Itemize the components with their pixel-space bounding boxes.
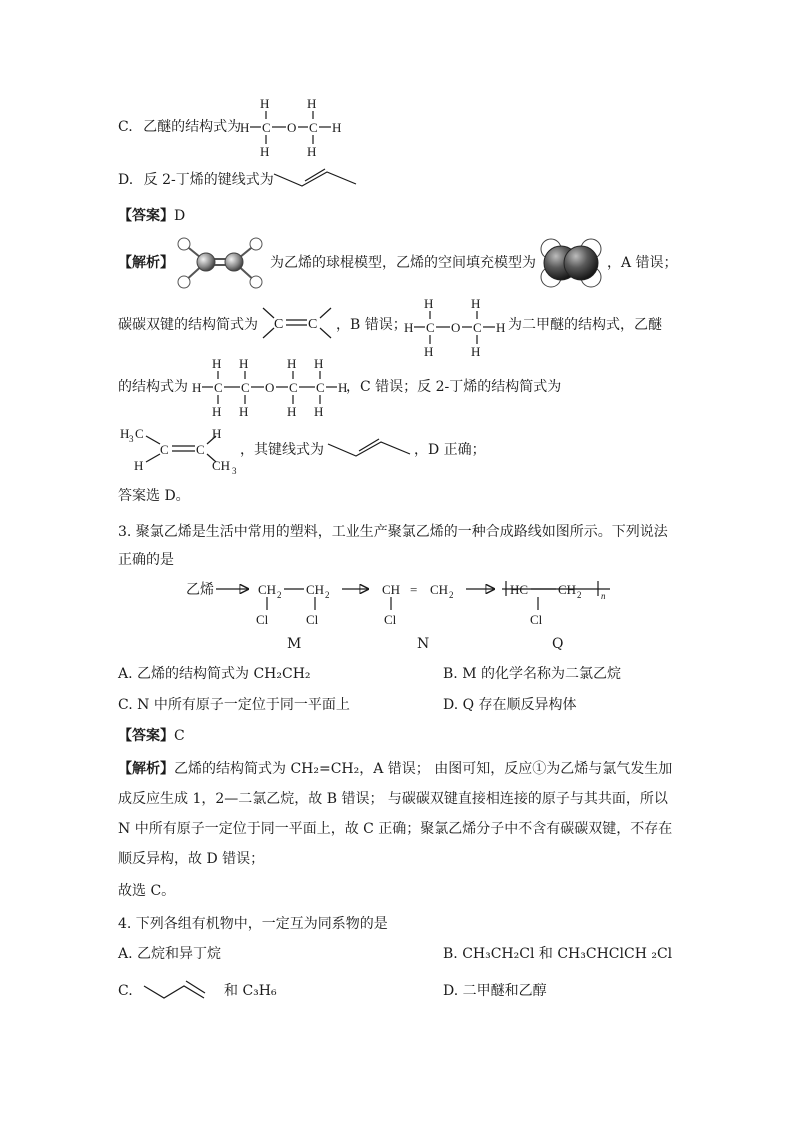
carbon-double-bond-structure <box>260 302 334 342</box>
svg-text:C: C <box>289 380 298 395</box>
svg-text:=: = <box>410 582 418 597</box>
q2-analysis-text-2: ，A 错误； <box>607 255 678 271</box>
svg-text:H: H <box>240 120 250 135</box>
answer-value: D <box>174 208 186 224</box>
svg-text:H: H <box>212 426 222 441</box>
option-label: D. <box>118 172 134 188</box>
svg-text:O: O <box>287 120 297 135</box>
1-butene-skeletal <box>142 980 208 1002</box>
svg-text:H: H <box>424 344 434 359</box>
ethylene-ball-stick-model <box>172 236 270 290</box>
q4-option-d: D. 二甲醚和乙醇 <box>443 983 547 999</box>
q3-option-d: D. Q 存在顺反异构体 <box>443 697 577 713</box>
svg-text:H: H <box>471 344 481 359</box>
svg-text:H: H <box>120 426 130 441</box>
svg-text:H: H <box>134 458 144 473</box>
q2-analysis-text-7: ，C 错误；反 2-丁烯的结构简式为 <box>346 379 562 395</box>
ethylene-space-filling-model <box>537 237 605 289</box>
q2-option-d <box>118 173 274 187</box>
svg-text:H: H <box>314 404 324 419</box>
analysis-text: 乙烯的结构简式为 CH₂=CH₂，A 错误； 由图可知，反应①为乙烯与氯气发生加成反应生成 1，2—二氯乙烷，故 B 错误； 与碳碳双键直接相连接的原子与其共面，所以 N 中所有原子一定位于同一平面上，故 C 正确；聚氯乙烯分子中不含有碳碳双键，不存在顺反异构，故 D 错误； <box>118 761 673 867</box>
q2-analysis-text-5: 为二甲醚的结构式，乙醚 <box>508 317 662 333</box>
svg-text:H: H <box>239 356 249 371</box>
svg-text:n: n <box>601 591 606 601</box>
q2-analysis-text-1: 为乙烯的球棍模型，乙烯的空间填充模型为 <box>270 255 536 271</box>
q3-option-b: B. M 的化学名称为二氯乙烷 <box>443 666 621 682</box>
q2-answer <box>118 209 185 223</box>
q4-option-c-text: 和 C₃H₆ <box>224 983 277 999</box>
svg-text:C: C <box>214 380 223 395</box>
svg-text:O: O <box>451 320 461 335</box>
svg-text:H: H <box>212 356 222 371</box>
svg-text:H: H <box>404 320 414 335</box>
option-text: 乙醚的结构式为 <box>143 119 242 135</box>
svg-text:C: C <box>160 442 169 457</box>
svg-text:2: 2 <box>577 590 582 600</box>
svg-text:H: H <box>260 144 270 159</box>
option-text: 反 2-丁烯的键线式为 <box>143 172 274 188</box>
label-q: Q <box>552 636 564 652</box>
svg-text:H: H <box>307 144 317 159</box>
q3-stem-line-2: 正确的是 <box>118 552 174 568</box>
svg-text:C: C <box>426 320 435 335</box>
svg-text:H: H <box>287 356 297 371</box>
q3-stem-line-1: 3. 聚氯乙烯是生活中常用的塑料，工业生产聚氯乙烯的一种合成路线如图所示。下列说法 <box>118 524 668 540</box>
svg-text:H: H <box>332 120 342 135</box>
analysis-tag: 【解析】 <box>118 761 174 777</box>
svg-text:Cl: Cl <box>306 612 319 627</box>
option-label: C. <box>118 119 133 135</box>
trans-2-butene-skeletal-analysis <box>326 436 412 460</box>
q4-option-c-label: C. <box>118 983 133 999</box>
q2-analysis-text-8: ，其键线式为 <box>240 442 324 458</box>
svg-text:HC: HC <box>510 582 529 597</box>
q3-answer <box>118 729 185 743</box>
svg-text:H: H <box>314 356 324 371</box>
q3-option-c: C. N 中所有原子一定位于同一平面上 <box>118 697 350 713</box>
svg-text:H: H <box>471 296 481 311</box>
q3-conclusion: 故选 C。 <box>118 883 176 899</box>
svg-text:H: H <box>338 380 348 395</box>
q2-analysis-text-9: ，D 正确； <box>414 442 486 458</box>
q2-analysis-text-3: 碳碳双键的结构简式为 <box>118 317 258 333</box>
q2-conclusion: 答案选 D。 <box>118 488 190 504</box>
svg-text:3: 3 <box>129 434 134 444</box>
svg-text:C: C <box>316 380 325 395</box>
svg-text:Cl: Cl <box>530 612 543 627</box>
svg-text:C: C <box>135 426 144 441</box>
svg-text:CH: CH <box>306 582 325 597</box>
svg-text:C: C <box>274 317 284 332</box>
svg-text:H: H <box>239 404 249 419</box>
q4-option-a: A. 乙烷和异丁烷 <box>118 946 222 962</box>
q4-stem: 4. 下列各组有机物中，一定互为同系物的是 <box>118 916 388 932</box>
svg-text:C: C <box>473 320 482 335</box>
svg-text:H: H <box>496 320 506 335</box>
svg-text:CH: CH <box>212 458 231 473</box>
q2-analysis-tag <box>118 256 174 270</box>
scheme-start-ethylene: 乙烯 <box>186 582 214 598</box>
svg-text:C: C <box>196 442 205 457</box>
synthesis-route-scheme <box>210 572 620 632</box>
svg-text:C: C <box>262 120 271 135</box>
svg-text:H: H <box>307 96 317 111</box>
answer-tag: 【答案】 <box>118 728 174 744</box>
svg-text:2: 2 <box>449 590 454 600</box>
trans-2-butene-condensed-structure <box>118 422 248 474</box>
q2-analysis-text-4: ，B 错误； <box>336 317 407 333</box>
svg-text:2: 2 <box>277 590 282 600</box>
q2-analysis-text-6: 的结构式为 <box>118 379 188 395</box>
diethyl-ether-structure-c <box>236 96 346 160</box>
q2-option-c <box>118 120 241 134</box>
svg-text:O: O <box>265 380 275 395</box>
q3-analysis <box>118 754 678 874</box>
svg-text:C: C <box>308 317 318 332</box>
label-n: N <box>417 636 430 652</box>
analysis-tag: 【解析】 <box>118 255 174 271</box>
svg-text:H: H <box>287 404 297 419</box>
svg-text:H: H <box>424 296 434 311</box>
trans-2-butene-skeletal-d <box>272 166 358 190</box>
svg-text:CH: CH <box>558 582 577 597</box>
svg-text:H: H <box>260 96 270 111</box>
svg-text:3: 3 <box>232 466 237 476</box>
q3-option-a: A. 乙烯的结构简式为 CH₂CH₂ <box>118 666 311 682</box>
svg-text:H: H <box>192 380 202 395</box>
diethyl-ether-structure <box>188 356 348 420</box>
answer-tag: 【答案】 <box>118 208 174 224</box>
answer-value: C <box>174 728 185 744</box>
svg-text:Cl: Cl <box>384 612 397 627</box>
svg-text:Cl: Cl <box>256 612 269 627</box>
svg-text:CH: CH <box>382 582 401 597</box>
svg-text:H: H <box>212 404 222 419</box>
q4-option-b: B. CH₃CH₂Cl 和 CH₃CHClCH ₂Cl <box>443 946 673 962</box>
svg-text:CH: CH <box>430 582 449 597</box>
svg-text:C: C <box>241 380 250 395</box>
svg-text:CH: CH <box>258 582 277 597</box>
label-m: M <box>287 636 302 652</box>
svg-text:2: 2 <box>325 590 330 600</box>
svg-text:C: C <box>309 120 318 135</box>
dimethyl-ether-structure <box>400 296 510 360</box>
